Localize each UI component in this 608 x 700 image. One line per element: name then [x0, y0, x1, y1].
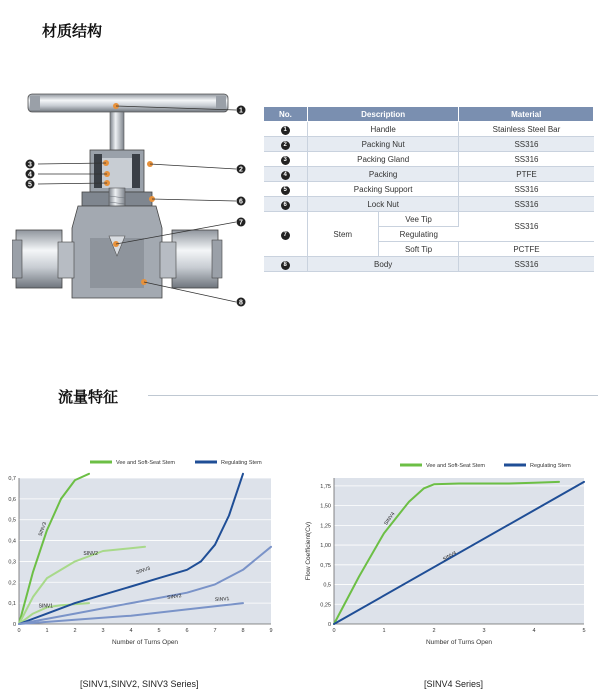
x-tick-label: 0 [332, 628, 336, 634]
y-tick-label: 0,1 [8, 601, 16, 608]
table-row [264, 122, 594, 137]
x-axis-label: Number of Turns Open [425, 639, 493, 646]
x-tick-label: 2 [432, 628, 436, 634]
y-tick-label: 0,5 [323, 582, 331, 589]
table-row [264, 257, 594, 272]
series-label: SINV3 [135, 565, 151, 576]
stem-material-soft: PCTFE [459, 242, 594, 257]
x-tick-label: 3 [101, 628, 105, 634]
row-material: Stainless Steel Bar [459, 122, 594, 137]
callout-7: 7 [239, 219, 243, 227]
x-tick-label: 5 [157, 628, 161, 634]
x-tick-label: 1 [45, 628, 49, 634]
section-divider [148, 395, 598, 396]
row-number-badge: 6 [281, 201, 290, 210]
structure-section-title: 材质结构 [42, 22, 103, 40]
callout-2: 2 [239, 166, 243, 174]
row-description: Handle [307, 122, 459, 137]
stem-material-shared: SS316 [459, 212, 594, 242]
row-number-badge: 5 [281, 186, 290, 195]
y-tick-label: 0,2 [8, 580, 16, 587]
chart1-caption: [SINV1,SINV2, SINV3 Series] [80, 679, 199, 689]
callout-5: 5 [28, 181, 32, 189]
y-tick-label: 1,25 [320, 523, 331, 530]
stem-sub-soft-tip: Soft Tip [378, 242, 459, 257]
row-material: PTFE [459, 167, 594, 182]
y-tick-label: 0,25 [320, 602, 331, 609]
flow-chart-sinv4 [296, 450, 596, 670]
x-tick-label: 0 [17, 628, 21, 634]
x-tick-label: 3 [482, 628, 486, 634]
row-number-badge: 8 [281, 261, 290, 270]
row-material: SS316 [459, 152, 594, 167]
row-description: Packing Support [307, 182, 459, 197]
row-number-badge: 1 [281, 126, 290, 135]
flow-section-title: 流量特征 [58, 388, 119, 406]
legend-label: Vee and Soft-Seat Stem [116, 460, 176, 466]
flow-chart-sinv1-3 [0, 450, 285, 670]
y-tick-label: 0,75 [320, 562, 331, 569]
x-tick-label: 4 [129, 628, 133, 634]
table-row [264, 197, 594, 212]
header-description: Description [307, 107, 459, 122]
y-axis-label: Flow Coefficient(Cv) [305, 521, 312, 581]
row-number-badge: 3 [281, 156, 290, 165]
series-label: SINV2 [166, 592, 182, 601]
table-row [264, 167, 594, 182]
row-description: Packing Nut [307, 137, 459, 152]
parts-table [263, 106, 594, 272]
row-material: SS316 [459, 257, 594, 272]
row-material: SS316 [459, 137, 594, 152]
series-label: SINV1 [214, 596, 230, 604]
callout-8: 8 [239, 299, 243, 307]
row-number-badge: 4 [281, 171, 290, 180]
y-tick-label: 0,4 [8, 538, 16, 545]
series-label: SINV4 [383, 511, 397, 527]
row-description: Packing [307, 167, 459, 182]
stem-sub-vee-tip: Vee Tip [378, 212, 459, 227]
x-tick-label: 6 [185, 628, 189, 634]
legend-label: Vee and Soft-Seat Stem [426, 463, 486, 469]
row-number-badge: 2 [281, 141, 290, 150]
row-description: Body [307, 257, 459, 272]
stem-description: Stem [307, 212, 378, 257]
series-label: SINV2 [83, 551, 98, 558]
table-row [264, 152, 594, 167]
y-tick-label: 0,6 [8, 496, 16, 503]
callout-4: 4 [28, 171, 32, 179]
x-tick-label: 1 [382, 628, 386, 634]
x-tick-label: 4 [532, 628, 536, 634]
y-tick-label: 0,5 [8, 517, 16, 524]
series-label: SINV3 [37, 521, 49, 538]
callout-6: 6 [239, 198, 243, 206]
handle-bar [28, 94, 228, 112]
table-row [264, 182, 594, 197]
row-material: SS316 [459, 197, 594, 212]
table-row [264, 137, 594, 152]
callout-1: 1 [239, 107, 243, 115]
row-description: Packing Gland [307, 152, 459, 167]
y-tick-label: 1,50 [320, 503, 331, 510]
x-tick-label: 8 [241, 628, 245, 634]
x-tick-label: 2 [73, 628, 77, 634]
x-tick-label: 7 [213, 628, 217, 634]
legend-label: Regulating Stem [530, 463, 571, 469]
y-tick-label: 1,00 [320, 543, 331, 550]
y-tick-label: 0,7 [8, 476, 16, 482]
x-axis-label: Number of Turns Open [111, 639, 179, 646]
header-no: No. [264, 107, 308, 122]
x-tick-label: 5 [582, 628, 586, 634]
row-description: Lock Nut [307, 197, 459, 212]
series-label: SINV1 [38, 603, 54, 610]
row-number-badge: 7 [281, 231, 290, 240]
callout-3: 3 [28, 161, 32, 169]
legend-label: Regulating Stem [221, 460, 262, 466]
valve-cross-section-diagram [12, 88, 252, 318]
stem-sub-regulating: Regulating [378, 227, 459, 242]
chart2-caption: [SINV4 Series] [424, 679, 484, 689]
table-row-stem [264, 212, 594, 227]
series-label: SINV4 [442, 550, 458, 563]
x-tick-label: 9 [269, 628, 273, 634]
y-tick-label: 0 [327, 622, 331, 628]
y-tick-label: 0 [12, 622, 16, 628]
row-material: SS316 [459, 182, 594, 197]
y-tick-label: 0,3 [8, 559, 16, 566]
header-material: Material [459, 107, 594, 122]
y-tick-label: 1,75 [320, 483, 331, 490]
